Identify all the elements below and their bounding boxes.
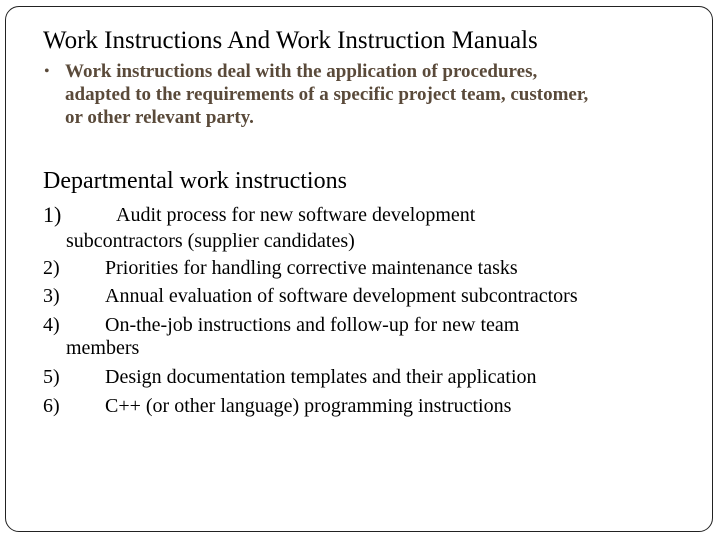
item-text: C++ (or other language) programming instructions xyxy=(105,395,512,417)
bullet-marker: • xyxy=(44,63,50,80)
bullet-line: or other relevant party. xyxy=(65,107,254,128)
bullet-line: Work instructions deal with the application of procedures, xyxy=(65,61,538,82)
item-number: 6) xyxy=(43,395,60,417)
item-number: 4) xyxy=(43,314,60,336)
bullet-text xyxy=(65,60,685,129)
item-text: Annual evaluation of software development subcontractors xyxy=(105,285,578,307)
slide-title: Work Instructions And Work Instruction Manuals xyxy=(43,27,538,54)
bullet-line: adapted to the requirements of a specific project team, customer, xyxy=(65,84,589,105)
item-number: 3) xyxy=(43,285,60,307)
item-text: Priorities for handling corrective maintenance tasks xyxy=(105,257,518,279)
item-number: 2) xyxy=(43,257,60,279)
item-text: Audit process for new software development xyxy=(116,204,476,226)
item-text: members xyxy=(66,337,140,359)
item-text: Design documentation templates and their application xyxy=(105,366,537,388)
item-text: On-the-job instructions and follow-up for new team xyxy=(105,314,520,336)
item-number: 5) xyxy=(43,366,60,388)
section-heading: Departmental work instructions xyxy=(43,168,347,194)
item-text: subcontractors (supplier candidates) xyxy=(66,230,355,252)
item-number: 1) xyxy=(43,202,62,227)
